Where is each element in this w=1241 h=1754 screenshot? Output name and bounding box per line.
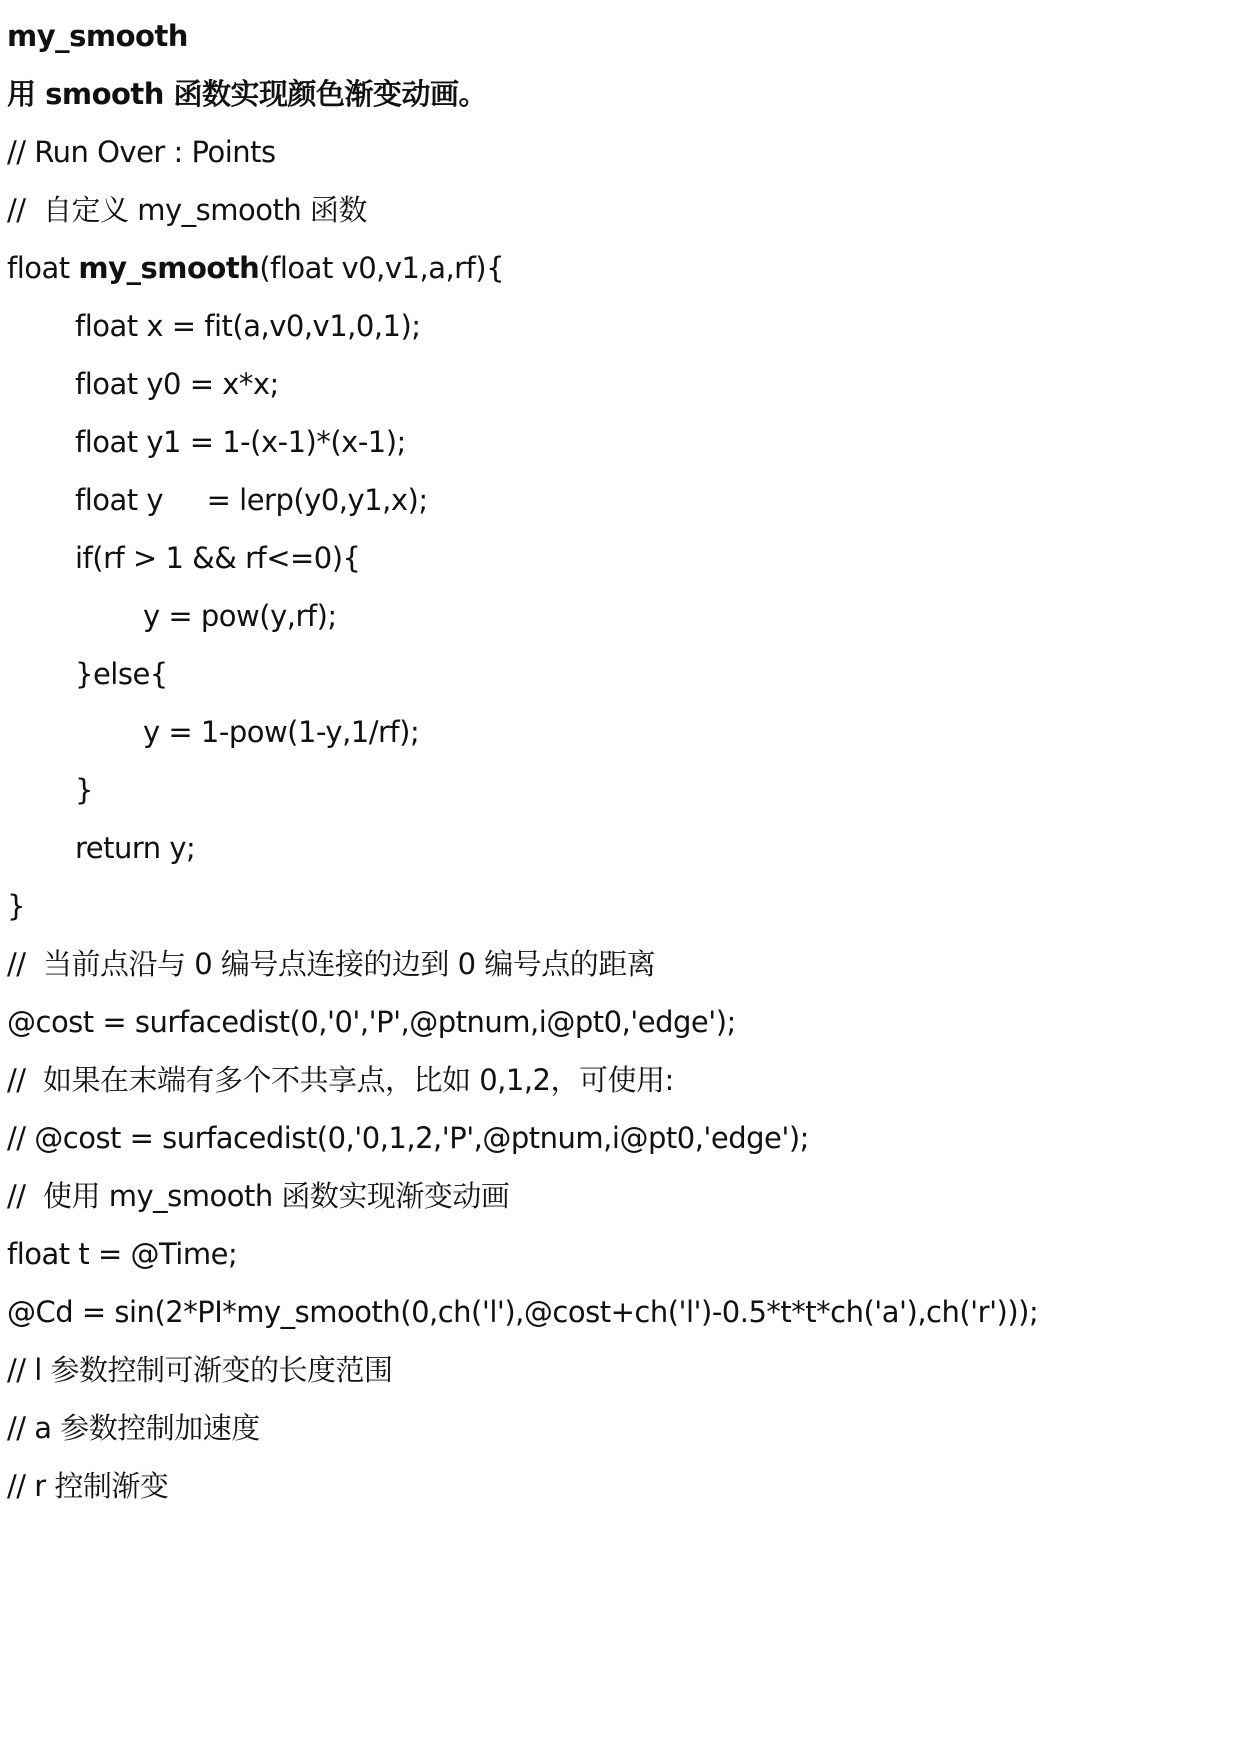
document-title: my_smooth <box>7 19 188 53</box>
code-line-cost: @cost = surfacedist(0,'0','P',@ptnum,i@pt0,'edge'); <box>7 1005 736 1039</box>
code-line-pow-inverse: y = 1-pow(1-y,1/rf); <box>143 715 420 749</box>
code-line-cd: @Cd = sin(2*PI*my_smooth(0,ch('l'),@cost+ch('l')-0.5*t*t*ch('a'),ch('r'))); <box>7 1295 1039 1329</box>
code-line-time: float t = @Time; <box>7 1237 238 1271</box>
code-line-else: }else{ <box>75 657 168 691</box>
code-comment-run-over: // Run Over : Points <box>7 135 276 169</box>
code-line-y1: float y1 = 1-(x-1)*(x-1); <box>75 425 406 459</box>
code-comment-l-param: // l 参数控制可渐变的长度范围 <box>7 1353 393 1387</box>
code-comment-distance: // 当前点沿与 0 编号点连接的边到 0 编号点的距离 <box>7 947 656 981</box>
code-keyword-float: float <box>7 251 79 285</box>
code-line-if: if(rf > 1 && rf<=0){ <box>75 541 361 575</box>
code-comment-define-function: // 自定义 my_smooth 函数 <box>7 193 367 227</box>
code-line-close-if: } <box>75 773 93 807</box>
code-line-lerp: float y = lerp(y0,y1,x); <box>75 483 428 517</box>
code-function-name: my_smooth <box>78 251 260 285</box>
code-comment-a-param: // a 参数控制加速度 <box>7 1411 260 1445</box>
code-comment-multiple-points: // 如果在末端有多个不共享点，比如 0,1,2，可使用: <box>7 1063 674 1097</box>
code-function-signature <box>7 243 504 293</box>
code-function-params: (float v0,v1,a,rf){ <box>259 251 505 285</box>
code-line-return: return y; <box>75 831 196 865</box>
code-comment-cost-alt: // @cost = surfacedist(0,'0,1,2,'P',@ptnum,i@pt0,'edge'); <box>7 1121 809 1155</box>
code-comment-r-param: // r 控制渐变 <box>7 1469 169 1503</box>
code-line-y0: float y0 = x*x; <box>75 367 279 401</box>
code-line-fit: float x = fit(a,v0,v1,0,1); <box>75 309 421 343</box>
code-line-close-function: } <box>7 889 25 923</box>
code-line-pow: y = pow(y,rf); <box>143 599 337 633</box>
code-comment-use-smooth: // 使用 my_smooth 函数实现渐变动画 <box>7 1179 510 1213</box>
document-subtitle: 用 smooth 函数实现颜色渐变动画。 <box>7 77 488 111</box>
